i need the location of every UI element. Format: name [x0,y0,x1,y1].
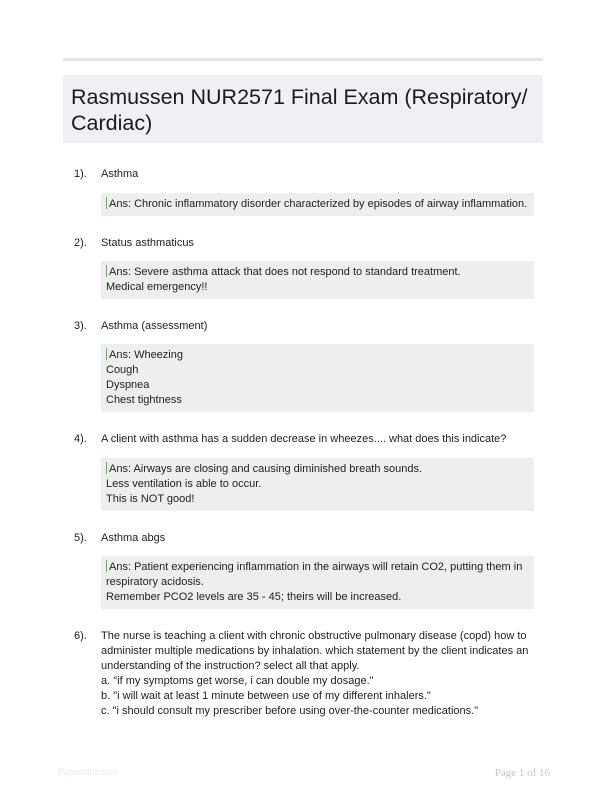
answer-marker [106,265,107,277]
question-text: A client with asthma has a sudden decrease in wheezes.... what does this indicate? [101,433,507,445]
answer-4 [101,458,534,511]
page-indicator: Page 1 of 16 [494,767,550,779]
question-4 [74,432,536,447]
question-number: 4). [74,433,87,445]
question-number: 3). [74,320,87,332]
title-banner [63,75,543,143]
answer-line: Ans: Airways are closing and causing diminished breath sounds. [109,463,423,475]
answer-2 [101,261,534,299]
question-5 [74,531,536,546]
answer-line: Cough [106,364,139,376]
question-text: Asthma (assessment) [101,320,208,332]
answer-line: Remember PCO2 levels are 35 - 45; theirs will be increased. [106,591,402,603]
answer-marker [106,462,107,474]
answer-line: respiratory acidosis. [106,576,204,588]
question-text: Asthma abgs [101,532,166,544]
top-divider [63,58,543,61]
question-number: 1). [74,168,87,180]
answer-line: Ans: Wheezing [109,349,183,361]
answer-line: Chest tightness [106,394,182,406]
answer-line: Ans: Chronic inflammatory disorder characterized by episodes of airway inflammation. [109,198,528,210]
question-text: Asthma [101,168,139,180]
answer-line: Ans: Severe asthma attack that does not respond to standard treatment. [109,266,461,278]
question-number: 5). [74,532,87,544]
answer-option-c: c. "i should consult my prescriber before using over-the-counter medications." [101,705,479,717]
answer-3 [101,344,534,412]
answer-line: Ans: Patient experiencing inflammation in the airways will retain CO2, putting them in [109,561,523,573]
answer-marker [106,348,107,360]
question-6 [74,629,536,719]
answer-1 [101,193,534,216]
answer-line: Dyspnea [106,379,150,391]
answer-line: This is NOT good! [106,493,195,505]
question-number: 2). [74,237,87,249]
question-3 [74,319,536,334]
document-title: Rasmussen NUR2571 Final Exam (Respiratory/ Cardiac) [71,85,528,135]
question-stem: The nurse is teaching a client with chronic obstructive pulmonary disease (copd) how to administer multiple medications by inhalation. which statement by the client indicates an understanding of the instruction? select all that apply. [101,630,529,672]
answer-line: Less ventilation is able to occur. [106,478,262,490]
answer-5 [101,556,534,609]
answer-option-a: a. "if my symptoms get worse, i can double my dosage." [101,675,374,687]
question-2 [74,236,536,251]
watermark-text: Paperhtbc.com [58,767,119,777]
question-number: 6). [74,630,87,642]
answer-marker [106,560,107,572]
question-text [101,629,536,719]
answer-marker [106,197,107,209]
question-1 [74,167,536,182]
answer-line: Medical emergency!! [106,281,208,293]
answer-option-b: b. "i will wait at least 1 minute between use of my different inhalers." [101,690,431,702]
question-text: Status asthmaticus [101,237,194,249]
